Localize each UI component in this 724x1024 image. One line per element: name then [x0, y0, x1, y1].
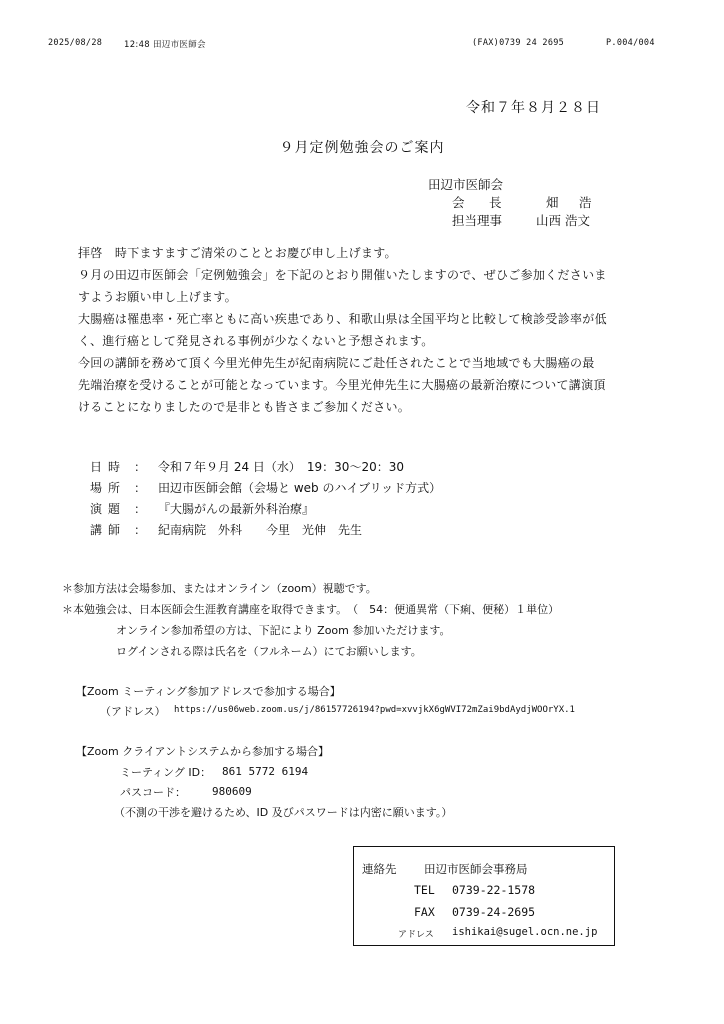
body-line: 先端治療を受けることが可能となっています。今里光伸先生に大腸癌の最新治療について講演頂 [78, 378, 606, 392]
organization: 田辺市医師会 [428, 177, 504, 192]
contact-name: 田辺市医師会事務局 [424, 862, 528, 876]
coordinator-name: 山西 浩文 [536, 213, 590, 228]
president-label: 会 長 [452, 195, 508, 210]
passcode-value: 980609 [212, 785, 252, 798]
fax-date: 2025/08/28 [48, 38, 103, 48]
passcode-label: パスコード： [120, 786, 186, 799]
note-cme-credit: ＊本勉強会は、日本医師会生涯教育講座を取得できます。 （ 54：便通異常（下痢、便秘）１単位） [62, 603, 560, 616]
president-name: 畑 浩 [546, 195, 596, 210]
detail-colon: ： [134, 481, 147, 495]
detail-value-topic: 『大腸がんの最新外科治療』 [158, 502, 315, 516]
body-line: 大腸癌は罹患率・死亡率ともに高い疾患であり、和歌山県は全国平均と比較して検診受診率が低 [78, 312, 607, 326]
body-line: く、進行癌として発見される事例が少なくないと予想されます。 [78, 334, 434, 348]
note-participation: ＊参加方法は会場参加、またはオンライン（zoom）視聴です。 [62, 582, 377, 595]
note-online-info: オンライン参加希望の方は、下記により Zoom 参加いただけます。 [116, 624, 451, 637]
detail-label-lecturer: 講師 [90, 523, 127, 537]
detail-value-lecturer: 紀南病院 外科 今里 光伸 先生 [158, 523, 363, 537]
detail-colon: ： [134, 523, 147, 537]
fax-time-sender: 12:48 田辺市医師会 [124, 40, 206, 50]
body-line: すようお願い申し上げます。 [78, 290, 237, 304]
body-line: ９月の田辺市医師会「定例勉強会」を下記のとおり開催いたしますので、ぜひご参加くださいま [78, 268, 607, 282]
fax-number: (FAX)0739 24 2695 [472, 38, 565, 48]
detail-label-topic: 演題 [90, 502, 127, 516]
contact-fax: 0739-24-2695 [452, 905, 536, 919]
contact-email[interactable]: ishikai@sugel.ocn.ne.jp [452, 926, 598, 938]
detail-label-place: 場所 [90, 481, 127, 495]
meeting-id-label: ミーティング ID： [120, 766, 212, 779]
letter-title: ９月定例勉強会のご案内 [279, 140, 445, 156]
coordinator-label: 担当理事 [452, 213, 503, 228]
contact-tel-label: TEL [414, 883, 435, 897]
body-line: 今回の講師を務めて頂く今里光伸先生が紀南病院にご赴任されたことで当地域でも大腸癌の最 [78, 356, 595, 370]
detail-value-place: 田辺市医師会館（会場と web のハイブリッド方式） [158, 481, 442, 495]
zoom-client-heading: 【Zoom クライアントシステムから参加する場合】 [76, 745, 330, 758]
contact-label: 連絡先 [362, 862, 397, 876]
contact-email-label: アドレス [398, 930, 434, 940]
zoom-address-label: （アドレス） [100, 705, 166, 718]
body-line: 拝啓 時下ますますご清栄のこととお慶び申し上げます。 [78, 246, 397, 260]
detail-label-datetime: 日時 [90, 460, 127, 474]
meeting-id-value: 861 5772 6194 [222, 765, 309, 778]
zoom-url-heading: 【Zoom ミーティング参加アドレスで参加する場合】 [76, 685, 341, 698]
contact-box [353, 846, 615, 946]
note-fullname-request: ログインされる際は氏名を（フルネーム）にてお願いします。 [116, 645, 422, 658]
contact-tel: 0739-22-1578 [452, 883, 536, 897]
letter-date: 令和７年８月２８日 [466, 100, 601, 116]
zoom-meeting-link[interactable]: https://us06web.zoom.us/j/86157726194?pwd=xvvjkX6gWVI72mZai9bdAydjWOOrYX.1 [174, 705, 575, 715]
contact-fax-label: FAX [414, 905, 435, 919]
detail-value-datetime: 令和７年９月 24 日（水） 19：30～20：30 [158, 460, 404, 474]
fax-page: P.004/004 [606, 38, 655, 48]
body-line: けることになりましたので是非とも皆さまご参加ください。 [78, 400, 411, 414]
confidentiality-caution: （不測の干渉を避けるため、ID 及びパスワードは内密に願います。） [114, 806, 453, 819]
detail-colon: ： [134, 502, 147, 516]
detail-colon: ： [134, 460, 147, 474]
